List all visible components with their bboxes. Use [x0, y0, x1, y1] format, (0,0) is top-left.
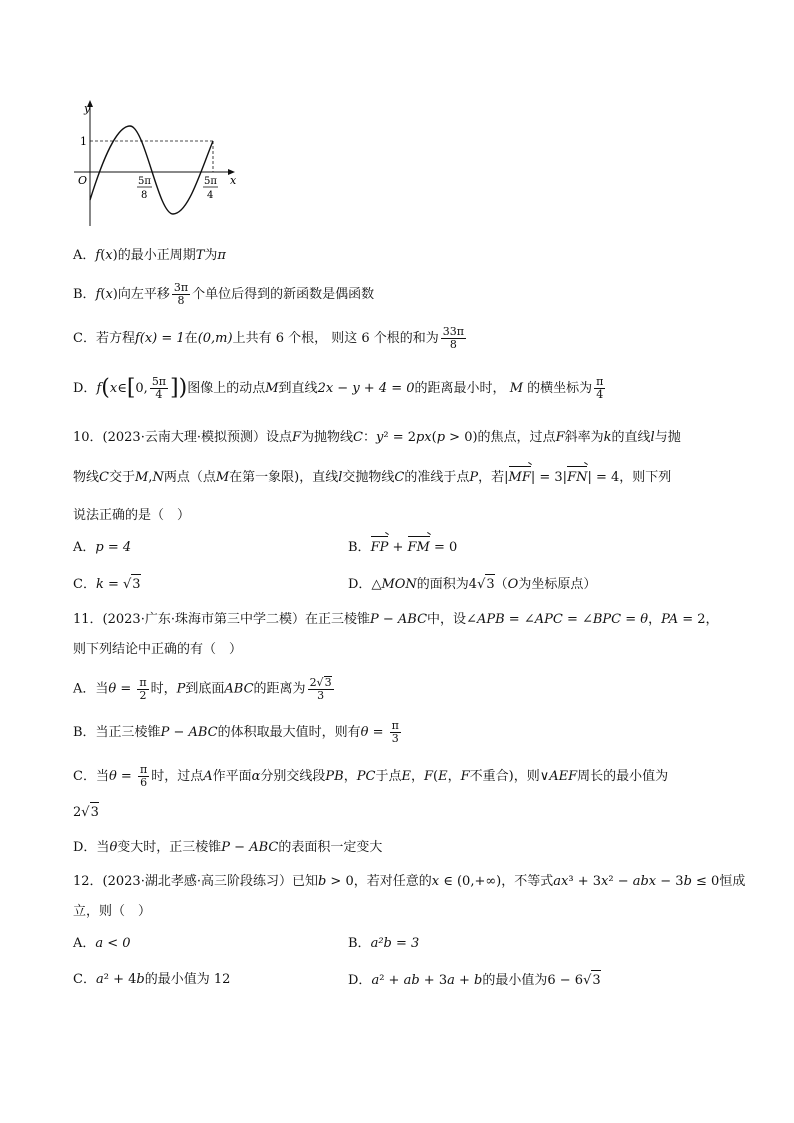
- q9-option-c: C．若方程f(x) = 1在(0,m)上共有 6 个根， 则这 6 个根的和为 $\frac{33\pi}{8}$: [73, 325, 465, 351]
- q10-option-c: C．k = √3: [73, 574, 141, 595]
- q9-d-fraction: $\frac{\pi}{4}$: [596, 375, 604, 401]
- one-label: 1: [80, 135, 87, 148]
- q12-stem-line2: 立，则（ ）: [73, 904, 152, 919]
- tick2-numerator: 5π: [204, 176, 217, 187]
- q9-b-fraction: $\frac{3\pi}{8}$: [173, 281, 189, 307]
- q11-option-c: C．当θ = $\frac{\pi}{6}$ 时，过点A作平面α分别交线段PB，PC于点E，F(E，F不重合)，则∨AEF周长的最小值为: [73, 763, 669, 789]
- q10-stem-line2: 物线C交于M,N两点（点M在第一象限)，直线l交抛物线C的准线于点P，若|MF| = 3|FN| = 4，则下列: [73, 468, 671, 488]
- tick1-denominator: 8: [141, 190, 148, 201]
- q9-option-d: D．f(x∈[0, $\frac{5\pi}{4}$ ])图像上的动点M到直线2x − y + 4 = 0的距离最小时， M 的横坐标为 $\frac{\pi}{4}$: [73, 375, 604, 401]
- q10-stem-line1: 10．(2023·云南大理·模拟预测）设点F为抛物线C：y² = 2px(p > 0)的焦点，过点F斜率为k的直线l与抛: [73, 430, 681, 445]
- tick1-numerator: 5π: [138, 176, 151, 187]
- q9-option-b: B．f(x)向左平移 $\frac{3\pi}{8}$ 个单位后得到的新函数是偶函数: [73, 281, 375, 307]
- sine-curve: [90, 126, 213, 214]
- q11-stem-line1: 11．(2023·广东·珠海市第三中学二模）在正三棱锥P − ABC中，设∠APB = ∠APC = ∠BPC = θ，PA = 2，: [73, 612, 719, 627]
- q9-c-fraction: $\frac{33\pi}{8}$: [442, 325, 465, 351]
- q9-b-letter: B．: [73, 287, 96, 302]
- q11-option-b: B．当正三棱锥P − ABC的体积取最大值时，则有θ = $\frac{\pi}{3}$: [73, 719, 399, 745]
- q11-option-d: D．当θ变大时，正三棱锥P − ABC的表面积一定变大: [73, 840, 383, 855]
- q11-option-c-value: 2√3: [73, 802, 99, 823]
- x-axis-label: x: [230, 174, 237, 187]
- y-axis-label: y: [84, 102, 91, 115]
- sine-graph-figure: [70, 98, 245, 230]
- q12-option-c: C．a² + 4b的最小值为 12: [73, 972, 231, 987]
- q9-d-interval-fraction: $\frac{5\pi}{4}$: [151, 375, 167, 401]
- q12-option-b: B．a²b = 3: [348, 936, 420, 951]
- q12-stem-line1: 12．(2023·湖北孝感·高三阶段练习）已知b > 0，若对任意的x ∈ (0,+∞)，不等式ax³ + 3x² − abx − 3b ≤ 0恒成: [73, 874, 746, 889]
- q12-option-d: D．a² + ab + 3a + b的最小值为6 − 6√3: [348, 970, 601, 991]
- q11-stem-line2: 则下列结论中正确的有（ ）: [73, 642, 243, 657]
- origin-label: O: [78, 174, 88, 187]
- tick2-denominator: 4: [207, 190, 214, 201]
- q10-stem-line3: 说法正确的是（ ）: [73, 508, 191, 523]
- q10-option-d: D．△MON的面积为4√3（O为坐标原点）: [348, 574, 596, 595]
- q10-option-b: B．FP + FM = 0: [348, 538, 457, 558]
- q11-option-a: A．当θ = $\frac{\pi}{2}$ 时，P到底面ABC的距离为 $\frac{2√3}{3}$: [73, 675, 332, 702]
- q10-option-a: A．p = 4: [73, 540, 132, 555]
- q9-option-a: A．f(x)的最小正周期T为π: [73, 248, 226, 263]
- q12-option-a: A．a < 0: [73, 936, 131, 951]
